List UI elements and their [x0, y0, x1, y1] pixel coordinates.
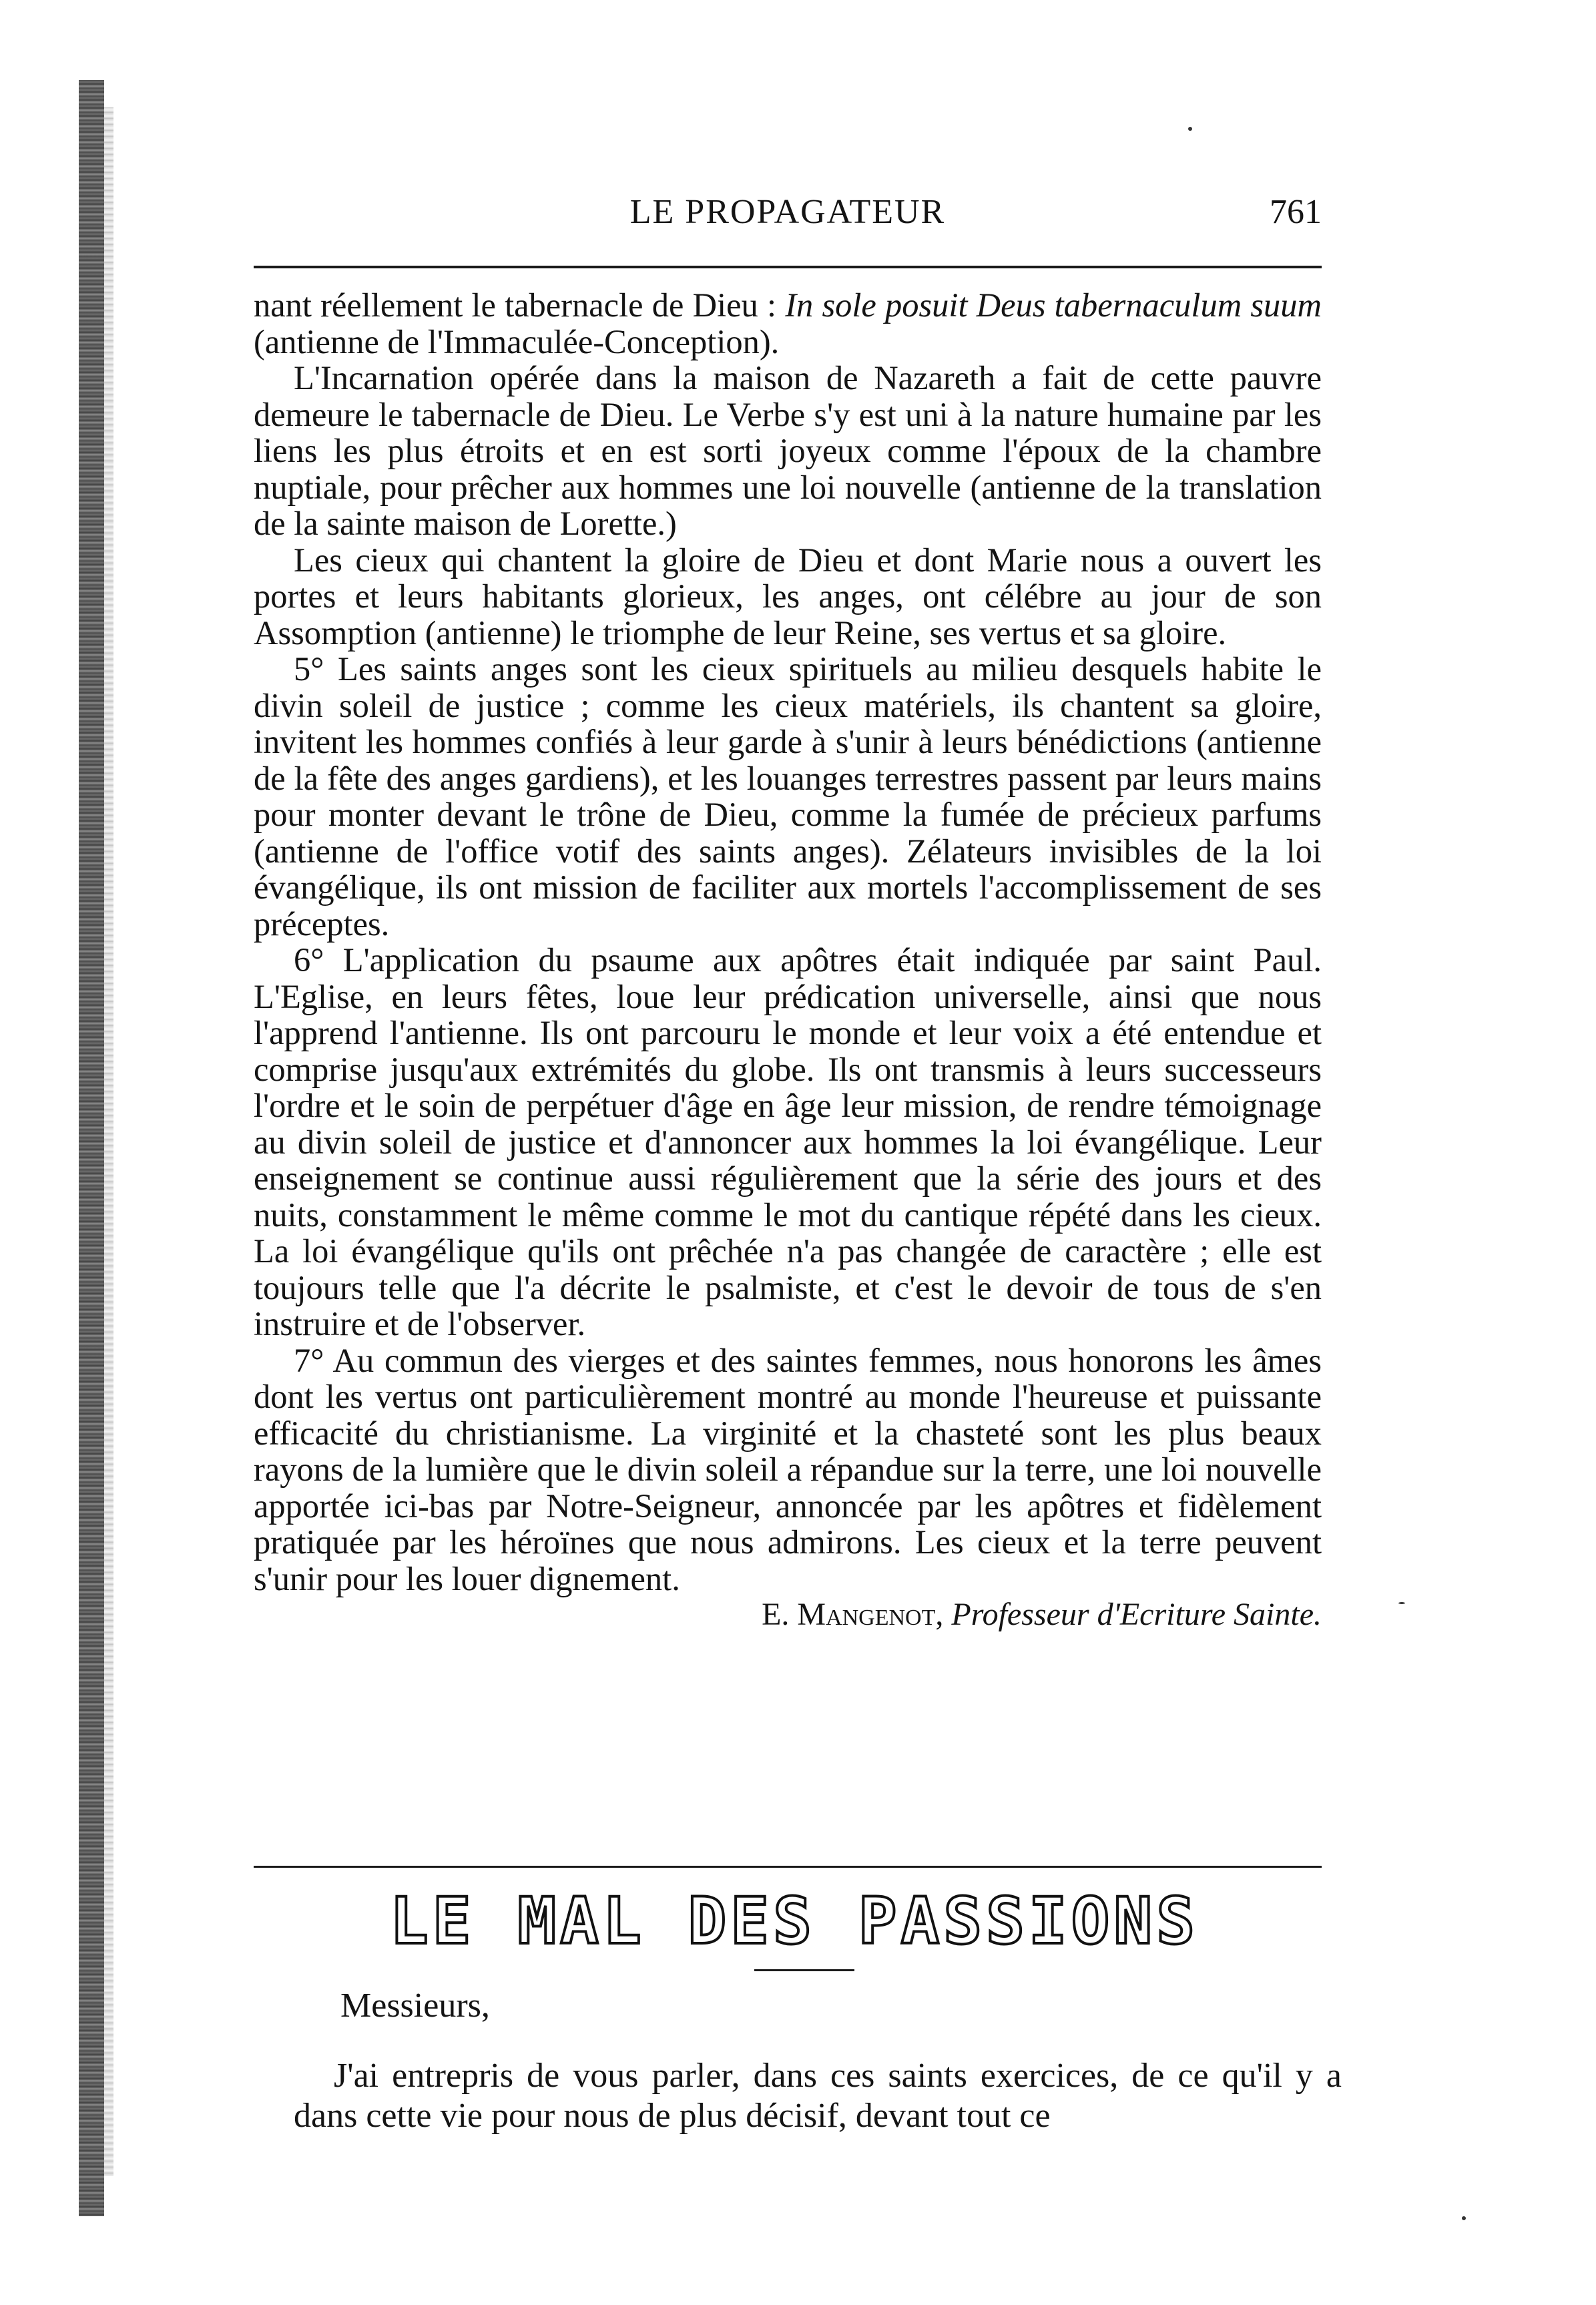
opening-paragraph: J'ai entrepris de vous parler, dans ces saints exercices, de ce qu'il y a dans cette vie pour nous de plus décisif, devant tout ce [294, 2057, 1342, 2135]
latin-quote: In sole posuit Deus tabernaculum suum [785, 286, 1322, 324]
paragraph-1 [254, 287, 1322, 360]
binding-edge [79, 80, 104, 2216]
running-title: LE PROPAGATEUR [629, 193, 946, 231]
author-title: Professeur d'Ecriture Sainte. [951, 1597, 1322, 1632]
author-signature [254, 1597, 1322, 1633]
paragraph-3: Les cieux qui chantent la gloire de Dieu et dont Marie nous a ouvert les portes et leurs habitants glorieux, les anges, ont célébre au jour de son Assomption (antienne) le triomphe de leur Reine, ses vertus et sa gloire. [254, 541, 1322, 652]
print-speck [1188, 127, 1192, 131]
article-body [254, 287, 1322, 1633]
paragraph-6: 7° Au commun des vierges et des saintes femmes, nous honorons les âmes dont les vertus ont particulièrement montré au monde l'heureuse et puissante efficacité du christianisme. La virginité et la chasteté sont les plus beaux rayons de la lumière que le divin soleil a répandue sur la terre, une loi nouvelle apportée ici-bas par Notre-Seigneur, annoncée par les apôtres et fidèlement pratiquée par les héroïnes que nous admirons. Les cieux et la terre peuvent s'unir pour les louer dignement. [254, 1341, 1322, 1597]
page-number: 761 [1270, 193, 1322, 231]
article-title: LE MAL DES PASSIONS [389, 1884, 1200, 1959]
print-speck [1462, 2216, 1466, 2220]
paragraph-5: 6° L'application du psaume aux apôtres était indiquée par saint Paul. L'Eglise, en leurs fêtes, loue leur prédication universelle, ainsi que nous l'apprend l'antienne. Ils ont parcouru le monde et leur voix a été entendue et comprise jusqu'aux extrémités du globe. Ils ont transmis à leurs successeurs l'ordre et le soin de perpétuer d'âge en âge leur mission, de rendre témoignage au divin soleil de justice et d'annoncer aux hommes la loi évangélique. Leur enseignement se continue aussi régulièrement que la série des jours et des nuits, constamment le même comme le mot du cantique répété dans les cieux. La loi évangélique qu'ils ont prêchée n'a pas changée de caractère ; elle est toujours telle que l'a décrite le psalmiste, et c'est le devoir de tous de s'en instruire et de l'observer. [254, 941, 1322, 1342]
salutation: Messieurs, [340, 1987, 490, 2025]
paragraph-1-lead: nant réellement le tabernacle de Dieu : [254, 286, 786, 324]
binding-edge-highlight [104, 107, 113, 2176]
paragraph-2: L'Incarnation opérée dans la maison de Nazareth a fait de cette pauvre demeure le tabernacle de Dieu. Le Verbe s'y est uni à la nature humaine par les liens les plus étroits et en est sorti joyeux comme l'époux de la chambre nuptiale, pour prêcher aux hommes une loi nouvelle (antienne de la translation de la sainte maison de Lorette.) [254, 359, 1322, 542]
article-separator-rule [254, 1866, 1322, 1868]
print-speck [1398, 1602, 1405, 1604]
header-rule [254, 266, 1322, 268]
running-header [254, 192, 1322, 239]
title-underline-rule [754, 1969, 854, 1971]
paragraph-1-tail: (antienne de l'Immaculée-Conception). [254, 322, 780, 360]
author-name: E. Mangenot, [762, 1597, 944, 1632]
paragraph-4: 5° Les saints anges sont les cieux spirituels au milieu desquels habite le divin soleil de justice ; comme les cieux matériels, ils chantent sa gloire, invitent les hommes confiés à leur garde à s'unir à leurs bénédictions (antienne de la fête des anges gardiens), et les louanges terrestres passent par leurs mains pour monter devant le trône de Dieu, comme la fumée de précieux parfums (antienne de l'office votif des saints anges). Zélateurs invisibles de la loi évangélique, ils ont mission de faciliter aux mortels l'accomplissement de ses préceptes. [254, 650, 1322, 943]
